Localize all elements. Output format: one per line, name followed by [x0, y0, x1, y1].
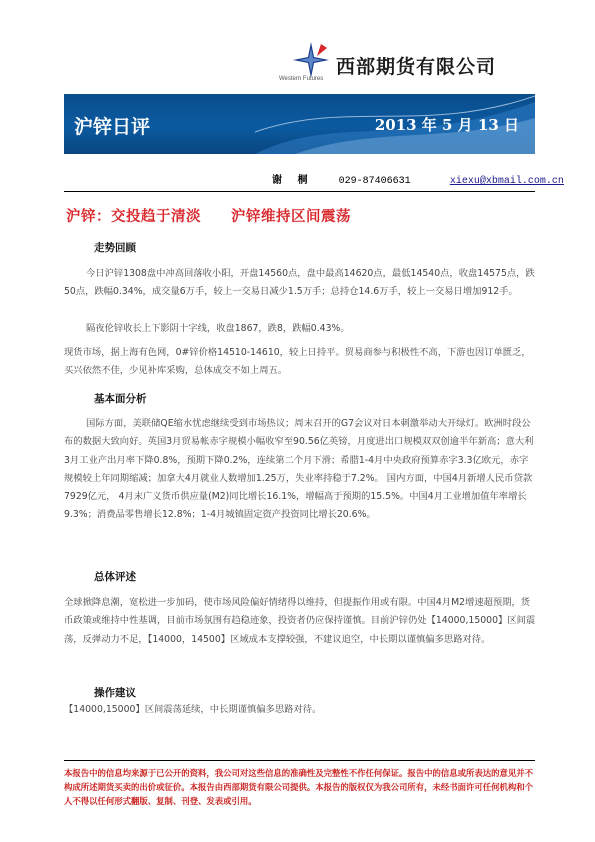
section-title-trend: 走势回顾 [94, 242, 136, 254]
report-date: 2013 年 5 月 13 日 [374, 116, 519, 134]
report-headline [66, 205, 351, 226]
author-name: 谢 桐 [272, 175, 314, 186]
company-logo [279, 40, 339, 88]
paragraph: 【14000,15000】区间震荡延续，中长期谨慎偏多思路对待。 [64, 704, 322, 715]
section-title-fundamental: 基本面分析 [94, 393, 147, 405]
section-title-summary: 总体评述 [94, 571, 136, 583]
author-email-link[interactable]: xiexu@xbmail.com.cn [449, 176, 564, 187]
logo-text: Western Futures [279, 76, 324, 82]
paragraph: 现货市场，据上海有色网，0#锌价格14510-14610，较上日持平。贸易商参与积极性不高，下游也因订单匮乏，买兴依然不佳，少见补库采购，总体成交不如上周五。 [64, 347, 531, 377]
paragraph: 国际方面，美联储QE缩水忧虑继续受到市场热议；周末召开的G7会议对日本刺激举动大开绿灯。欧洲时段公布的数据大致向好。英国3月贸易帐赤字规模小幅收窄至90.56亿英镑，月度进出口规模双双创逾半年新高；意大利3月工业产出月率下降0.8%，预期下降0.2%，连续第二个月下滑；希腊1-4月中央政府预算赤字3.3亿欧元，赤字规模较上年同期缩减；加拿大4月就业人数增加1.25万，失业率持稳于7.2%。 国内方面，中国4月新增人民币贷款7929亿元， 4月末广义货币供应量(M2)同比增长16.1%，增幅高于预期的15.5%。中国4月工业增加值年率增长9.3%；消费品零售增长12.8%；1-4月城镇固定资产投资同比增长20.6%。 [64, 418, 534, 521]
paragraph: 今日沪锌1308盘中冲高回落收小阳，开盘14560点，盘中最高14620点，最低14540点，收盘14575点，跌50点，跌幅0.34%，成交量6万手，较上一交易日减少1.5万手；总持仓14.6万手，较上一交易日增加912手。 [64, 268, 535, 298]
section-title-advice: 操作建议 [94, 687, 136, 699]
title-banner [64, 94, 535, 154]
paragraph: 隔夜伦锌收长上下影阴十字线，收盘1867，跌8，跌幅0.43%。 [86, 323, 350, 334]
divider-footer [64, 760, 535, 761]
headline-part1: 沪锌：交投趋于清淡 [66, 209, 201, 225]
logo-star-icon [291, 40, 331, 80]
disclaimer-text: 本报告中的信息均来源于已公开的资料，我公司对这些信息的准确性及完整性不作任何保证。报告中的信息或所表达的意见并不构成所述期货买卖的出价或征价。本报告由西部期货有限公司提供。本报告的版权仅为我公司所有，未经书面许可任何机构和个人不得以任何形式翻版、复制、刊登、发表或引用。 [64, 768, 533, 806]
author-phone: 029-87406631 [338, 176, 411, 187]
divider-top [64, 191, 535, 192]
headline-part2: 沪锌维持区间震荡 [231, 209, 351, 225]
author-info [272, 171, 564, 187]
company-name: 西部期货有限公司 [336, 56, 497, 78]
report-type-title: 沪锌日评 [74, 116, 151, 138]
paragraph: 全球掀降息潮，宽松进一步加码，使市场风险偏好情绪得以维持，但提振作用或有限。中国4月M2增速超预期，货币政策或维持中性基调，目前市场氛围有趋稳迹象，投资者仍应保持谨慎。目前沪锌仍处【14000,15000】区间震荡，反弹动力不足，【14000，14500】区域成本支撑较强，不建议追空，中长期以谨慎偏多思路对待。 [64, 597, 536, 645]
